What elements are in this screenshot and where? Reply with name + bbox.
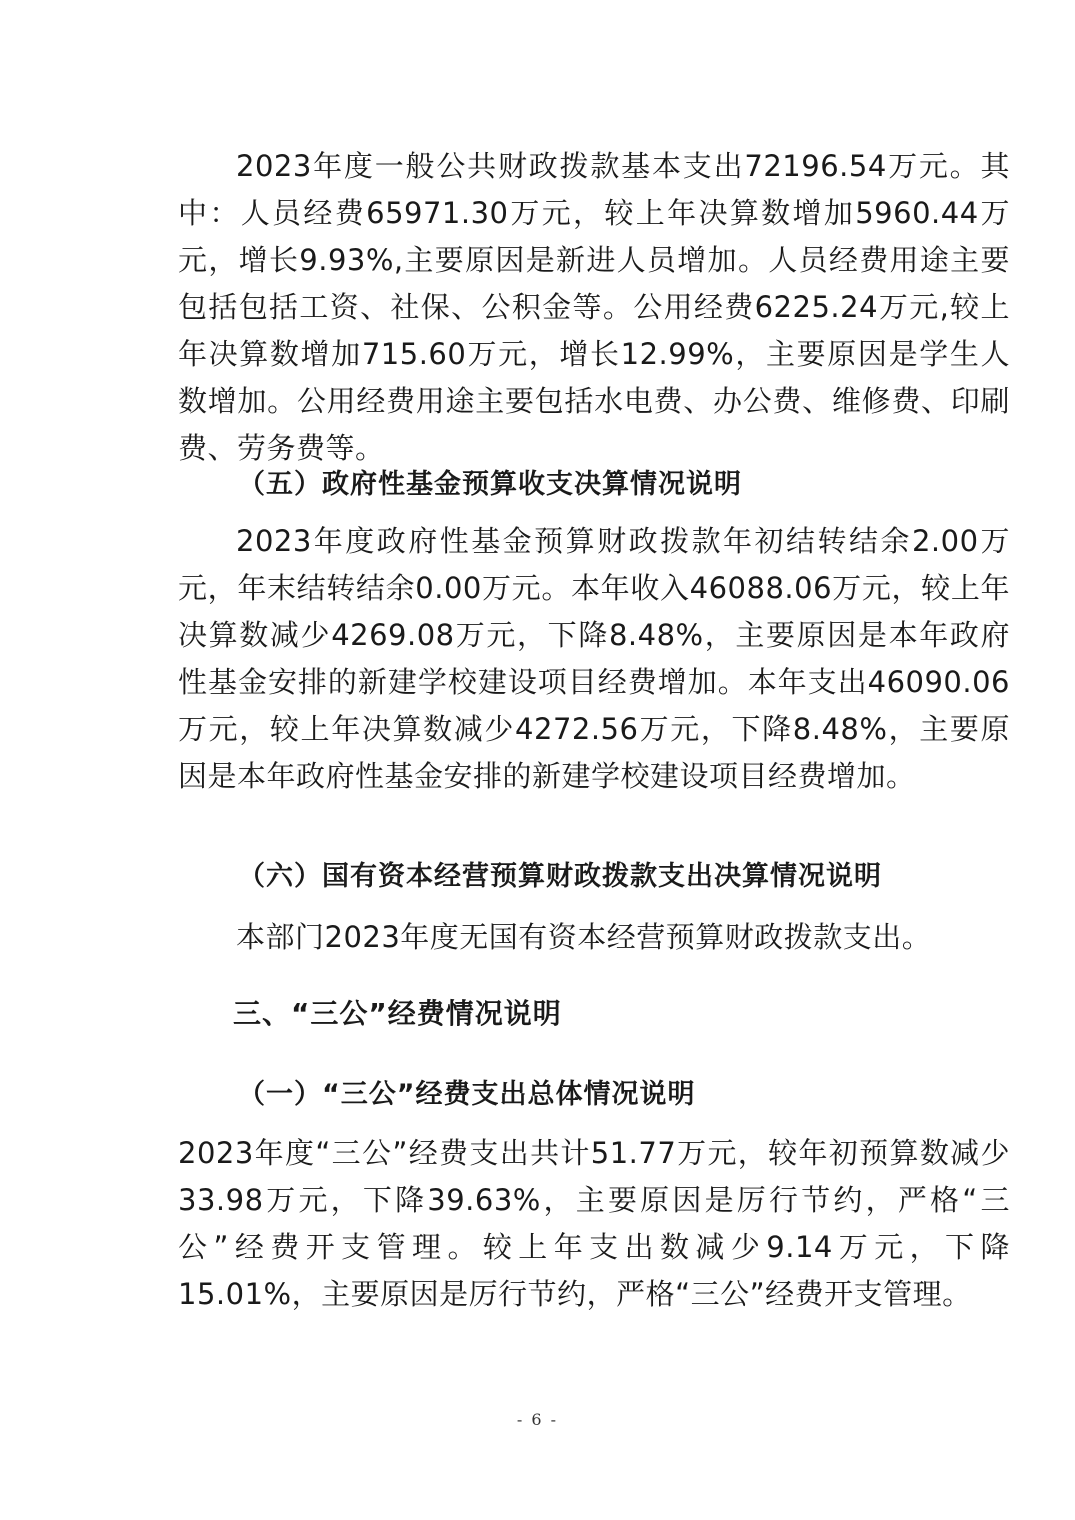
- paragraph-three-public-overall: 2023年度“三公”经费支出共计51.77万元，较年初预算数减少33.98万元，下降39.63%，主要原因是厉行节约，严格“三公”经费开支管理。较上年支出数减少9.14万元，下降15.01%，主要原因是厉行节约，严格“三公”经费开支管理。: [178, 1136, 1010, 1311]
- heading-three-public-expenses: 三、“三公”经费情况说明: [233, 997, 562, 1030]
- heading-state-capital: （六）国有资本经营预算财政拨款支出决算情况说明: [238, 861, 882, 892]
- paragraph-government-fund: 2023年度政府性基金预算财政拨款年初结转结余2.00万元，年末结转结余0.00万元。本年收入46088.06万元，较上年决算数减少4269.08万元，下降8.48%，主要原因是本年政府性基金安排的新建学校建设项目经费增加。本年支出46090.06万元，较上年决算数减少4272.56万元，下降8.48%，主要原因是本年政府性基金安排的新建学校建设项目经费增加。: [178, 524, 1010, 793]
- heading-three-public-overall: （一）“三公”经费支出总体情况说明: [238, 1079, 696, 1110]
- paragraph-state-capital: 本部门2023年度无国有资本经营预算财政拨款支出。: [236, 920, 932, 954]
- heading-government-fund: （五）政府性基金预算收支决算情况说明: [238, 469, 742, 500]
- page-number: - 6 -: [516, 1410, 559, 1429]
- paragraph-basic-expenditure: 2023年度一般公共财政拨款基本支出72196.54万元。其中：人员经费65971.30万元，较上年决算数增加5960.44万元，增长9.93%,主要原因是新进人员增加。人员经费用途主要包括包括工资、社保、公积金等。公用经费6225.24万元,较上年决算数增加715.60万元，增长12.99%，主要原因是学生人数增加。公用经费用途主要包括水电费、办公费、维修费、印刷费、劳务费等。: [178, 149, 1010, 465]
